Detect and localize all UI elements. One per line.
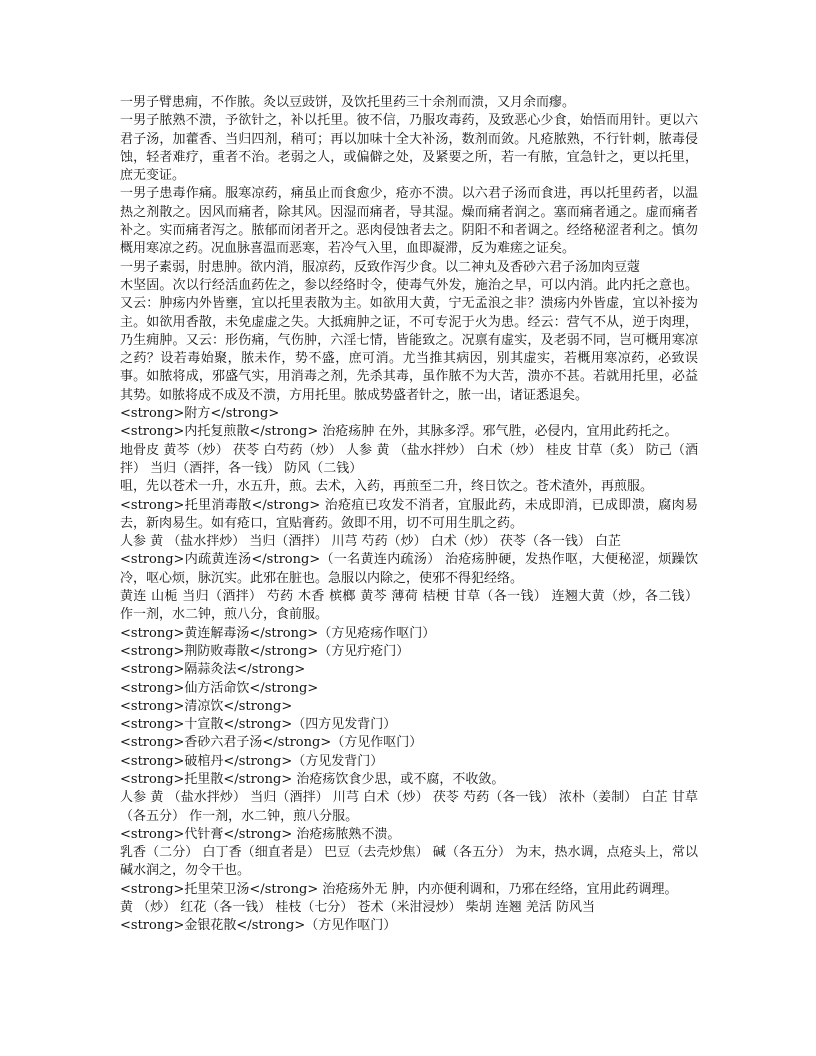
formula-reference: <strong>破棺丹</strong>（方见发背门） [120,753,384,769]
formula-title-raw: <strong>内疏黄连汤</strong>（一名黄连内疏汤） 治疮疡肿硬，发热作呕，大便秘涩，烦躁饮冷，呕心烦，脉沉实。此邪在脏也。急服以内除之，使邪不得犯经络。 [120,552,698,586]
ingredient-list: 黄连 山栀 当归（酒拌） 芍药 木香 槟榔 黄芩 薄荷 桔梗 甘草（各一钱） 连翘大黄（炒，各二钱） 作一剂，水二钟，煎八分，食前服。 [120,589,698,623]
section-heading-raw: <strong>附方</strong> [120,406,280,422]
ingredient-list: 人参 黄 （盐水拌炒） 当归（酒拌） 川芎 白术（炒） 茯苓 芍药（各一钱） 浓朴（姜制） 白芷 甘草（各五分） 作一剂，水二钟，煎八分服。 [120,790,698,824]
formula-title-raw: <strong>内托复煎散</strong> 治疮疡肿 在外，其脉多浮。邪气胜，必侵内，宜用此药托之。 [120,424,678,440]
text-line: 一男子臂患痈，不作脓。灸以豆豉饼，及饮托里药三十余剂而溃，又月余而瘳。 [120,95,576,110]
ingredient-list: 人参 黄 （盐水拌炒） 当归（酒拌） 川芎 芍药（炒） 白术（炒） 茯苓（各一钱） 白芷 [120,534,622,550]
formula-reference: <strong>黄连解毒汤</strong>（方见疮疡作呕门） [120,625,436,641]
ingredient-list: 黄 （炒） 红花（各一钱） 桂枝（七分） 苍术（米泔浸炒） 柴胡 连翘 羌活 防风当 [120,900,596,916]
formula-reference: <strong>金银花散</strong>（方见作呕门） [120,918,397,934]
ingredient-list: 地骨皮 黄芩（炒） 茯苓 白芍药（炒） 人参 黄 （盐水拌炒） 白术（炒） 桂皮 甘草（炙） 防己（酒拌） 当归（酒拌，各一钱） 防风（二钱） [120,442,698,476]
text-line: 一男子脓熟不溃，予欲针之，补以托里。彼不信，乃服攻毒药，及致恶心少食，始悟而用针。更以六君子汤，加藿香、当归四剂，稍可；再以加味十全大补汤，数剂而敛。凡疮脓熟，不行针刺，脓毒侵蚀，轻者难疗，重者不治。老弱之人，或偏僻之处，及紧要之所，若一有脓，宜急针之，更以托里，庶无变证。 [120,113,698,184]
formula-title-raw: <strong>代针膏</strong> 治疮疡脓熟不溃。 [120,826,401,842]
formula-reference: <strong>十宣散</strong>（四方见发背门） [120,717,397,733]
formula-reference: <strong>清凉饮</strong> [120,698,293,714]
preparation-text: 咀，先以苍术一升，水五升，煎。去术，入药，再煎至二升，终日饮之。苍术渣外，再煎服。 [120,479,654,495]
ingredient-list: 乳香（二分） 白丁香（细直者是） 巴豆（去壳炒焦） 碱（各五分） 为末，热水调，点疮头上，常以碱水润之，勿令干也。 [120,845,698,879]
formula-title-raw: <strong>托里散</strong> 治疮疡饮食少思，或不腐，不收敛。 [120,771,505,787]
formula-title-raw: <strong>托里荣卫汤</strong> 治疮疡外无 肿，内亦便利调和，乃邪在经络，宜用此药调理。 [120,881,678,897]
text-line: 一男子患毒作痛。服寒凉药，痛虽止而食愈少，疮亦不溃。以六君子汤而食进，再以托里药者，以温热之剂散之。因风而痛者，除其风。因湿而痛者，导其湿。燥而痛者润之。塞而痛者通之。虚而痛者补之。实而痛者泻之。脓郁而闭者开之。恶肉侵蚀者去之。阴阳不和者调之。经络秘涩者利之。慎勿概用寒凉之药。况血脉喜温而恶寒，若冷气入里，血即凝滞，反为难瘥之证矣。 [120,186,698,257]
text-line: 木坚固。次以行经活血药佐之，参以经络时令，使毒气外发，施治之早，可以内消。此内托之意也。又云：肿疡内外皆壅，宜以托里表散为主。如欲用大黄，宁无孟浪之非？溃疡内外皆虚，宜以补接为主。如欲用香散，未免虚虚之失。大抵痈肿之证，不可专泥于火为患。经云：营气不从，逆于肉理，乃生痈肿。又云：形伤痛，气伤肿，六淫七情，皆能致之。况禀有虚实，及老弱不同，岂可概用寒凉之药？设若毒始聚，脓未作，势不盛，庶可消。尤当推其病因，别其虚实，若概用寒凉药，必致误事。如脓将成，邪盛气实，用消毒之剂，先杀其毒，虽作脓不为大苦，溃亦不甚。若就用托里，必益其势。如脓将成不成及不溃，方用托里。脓成势盛者针之，脓一出，诸证悉退矣。 [120,277,698,403]
formula-title-raw: <strong>托里消毒散</strong> 治疮疽已攻发不消者，宜服此药，未成即消，已成即溃，腐肉易去，新肉易生。如有疮口，宜贴膏药。敛即不用，切不可用生肌之药。 [120,497,698,531]
text-line: 一男子素弱，肘患肿。欲内消，服凉药，反致作泻少食。以二神丸及香砂六君子汤加肉豆蔻 [120,259,641,275]
formula-reference: <strong>香砂六君子汤</strong>（方见作呕门） [120,735,423,751]
formula-reference: <strong>荆防败毒散</strong>（方见疔疮门） [120,643,410,659]
formula-reference: <strong>隔蒜灸法</strong> [120,662,306,678]
document-page [120,94,698,936]
formula-reference: <strong>仙方活命饮</strong> [120,680,319,696]
